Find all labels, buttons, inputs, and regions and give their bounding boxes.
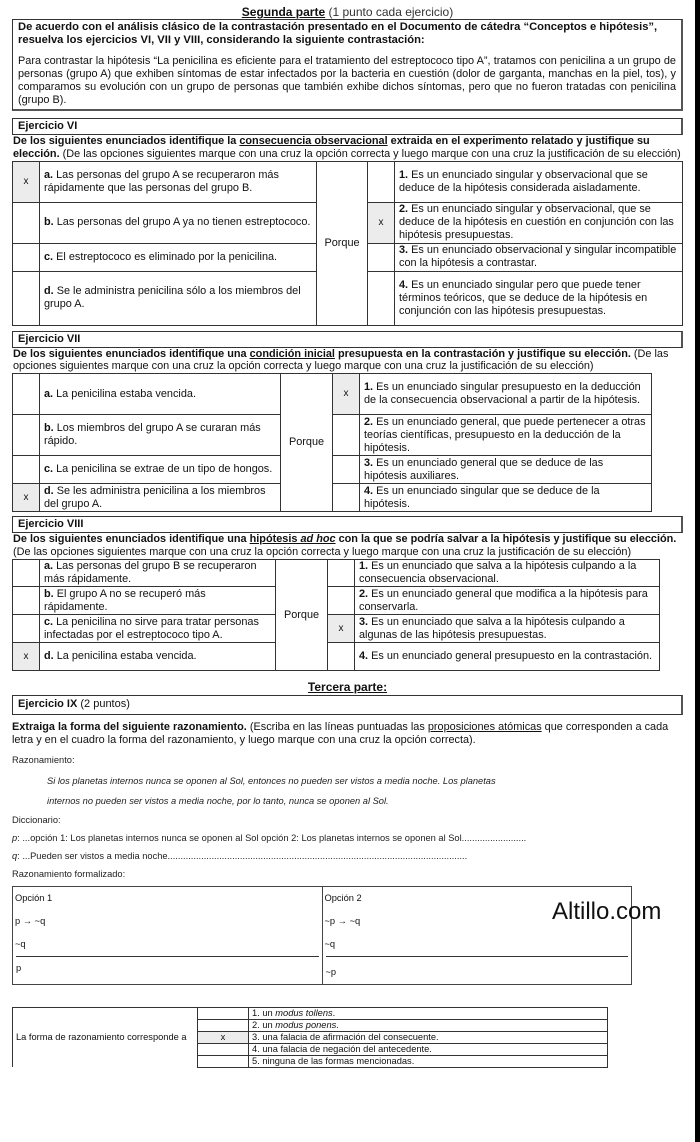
ix-desc-bold: Extraiga la forma del siguiente razonamiento. [12, 721, 247, 734]
ejercicio-description [12, 348, 683, 374]
premise: ~q [15, 938, 26, 949]
justification-num: 2. [364, 416, 374, 429]
desc-note: (De las opciones siguientes marque con una cruz la opción correcta y luego marque con una cruz la justificación de su elección) [59, 147, 681, 160]
justification-num: 2. [359, 587, 369, 600]
conclusion: ~p [326, 956, 629, 984]
option-checkbox[interactable] [13, 374, 40, 415]
option-cell [40, 615, 276, 643]
option-checkbox[interactable] [13, 415, 40, 456]
option-text: La penicilina estaba vencida. [53, 650, 197, 663]
justification-checkbox[interactable] [333, 456, 360, 484]
table-row [13, 615, 660, 643]
table-row [13, 415, 652, 456]
ejercicio-vi [12, 118, 683, 326]
justification-cell [360, 484, 652, 512]
option-cell [40, 202, 317, 243]
option-cell [40, 271, 317, 325]
table-row [13, 886, 632, 984]
justification-cell [355, 560, 660, 587]
option-cell [40, 415, 281, 456]
option-checkbox[interactable] [13, 456, 40, 484]
forma-post: . [332, 1007, 336, 1018]
forma-text: una falacia de afirmación del consecuente. [259, 1031, 439, 1042]
option-checkbox[interactable] [13, 587, 40, 615]
justification-text: Es un enunciado singular y observacional que se deduce de la hipótesis considerada aisladamente. [399, 168, 648, 194]
option-letter: b. [44, 422, 54, 435]
justification-num: 1. [359, 560, 369, 573]
option-cell [40, 243, 317, 271]
porque-label: Porque [317, 161, 368, 325]
justification-num: 1. [399, 168, 409, 181]
ejercicio-heading: Ejercicio VI [12, 118, 683, 135]
justification-text: Es un enunciado general que modifica a la hipótesis para conservarla. [359, 587, 648, 613]
option-checkbox[interactable]: x [13, 484, 40, 512]
tercera-parte-heading: Tercera parte: [307, 680, 388, 695]
forma-option [249, 1055, 608, 1067]
justification-cell [395, 271, 683, 325]
justification-num: 3. [364, 456, 374, 469]
table-row [13, 560, 660, 587]
forma-checkbox[interactable] [198, 1019, 249, 1031]
option-letter: b. [44, 587, 54, 600]
justification-checkbox[interactable] [368, 271, 395, 325]
opcion-1-cell [13, 886, 323, 984]
ejercicio-heading: Ejercicio VIII [12, 516, 683, 533]
option-text: Los miembros del grupo A se curaran más rápido. [44, 422, 261, 448]
option-text: El grupo A no se recuperó más rápidamente. [44, 587, 206, 613]
desc-note: (De las opciones siguientes marque con una cruz la opción correcta y luego marque con una cruz la justificación de su elección) [13, 546, 632, 559]
forma-checkbox[interactable]: x [198, 1031, 249, 1043]
forma-post: . [336, 1019, 339, 1030]
intro-instructions: De acuerdo con el análisis clásico de la contrastación presentado en el Documento de cátedra “Conceptos e hipótesis”, resuelva los ejercicios VI, VII y VIII, considerando la siguiente contrastación: [18, 21, 658, 47]
ix-title: Ejercicio IX [18, 698, 78, 711]
forma-italic: modus ponens [275, 1019, 337, 1030]
forma-option [249, 1019, 608, 1031]
option-letter: a. [44, 560, 54, 573]
justification-num: 1. [364, 381, 374, 394]
forma-checkbox[interactable] [198, 1055, 249, 1067]
justification-cell [360, 456, 652, 484]
table-row [13, 456, 652, 484]
forma-text: un [259, 1007, 276, 1018]
options-table [12, 559, 660, 671]
ejercicio-vii [12, 331, 683, 513]
segunda-parte-subtitle: (1 punto cada ejercicio) [325, 5, 454, 19]
premise: p → ~q [15, 915, 46, 926]
ejercicio-heading: Ejercicio VII [12, 331, 683, 348]
forma-table [12, 1007, 608, 1068]
justification-checkbox[interactable] [328, 560, 355, 587]
option-cell [40, 484, 281, 512]
option-checkbox[interactable] [13, 243, 40, 271]
dict-p[interactable] [12, 829, 683, 847]
premise: ~q [324, 938, 336, 949]
option-text: Las personas del grupo A ya no tienen estreptococo. [53, 216, 311, 229]
options-table [12, 373, 652, 512]
justification-text: Es un enunciado general, que puede pertenecer a otras teorías científicas, presupuesto en la deducción de la hipótesis. [364, 416, 646, 454]
forma-option [249, 1007, 608, 1019]
option-cell [40, 161, 317, 202]
ejercicio-viii [12, 516, 683, 671]
justification-text: Es un enunciado singular que se deduce de la hipótesis. [364, 484, 600, 510]
razonamiento-line: internos no pueden ser vistos a media noche, por lo tanto, nunca se oponen al Sol. [47, 795, 389, 806]
justification-checkbox[interactable] [328, 587, 355, 615]
option-letter: d. [44, 285, 54, 298]
intro-contrastacion: Para contrastar la hipótesis “La penicilina es eficiente para el tratamiento del estreptococo tipo A”, tratamos con penicilina a un grupo de personas (grupo A) que exhiben síntomas de estar infectados por la bacteria en cuestión (dolor de garganta, manchas en la piel, tos), y comparamos su evolución con un grupo de personas que también exhibe dichos síntomas, pero que no fueron tratadas con penicilina (grupo B). [18, 55, 676, 107]
desc-pre: De los siguientes enunciados identifique una [13, 347, 250, 360]
option-text: Las personas del grupo B se recuperaron más rápidamente. [44, 560, 257, 586]
segunda-parte-heading: Segunda parte [241, 5, 326, 19]
right-edge-bar [695, 0, 700, 1142]
forma-option [249, 1043, 608, 1055]
ix-description [12, 721, 683, 747]
forma-option [249, 1031, 608, 1043]
justification-checkbox[interactable] [333, 484, 360, 512]
option-text: La penicilina no sirve para tratar personas infectadas por el estreptococo tipo A. [44, 615, 259, 641]
justification-cell [360, 415, 652, 456]
justification-checkbox[interactable] [333, 415, 360, 456]
desc-note: (De las opciones siguientes marque con una cruz la opción correcta y luego marque con una cruz la justificación de su elección) [13, 347, 669, 373]
justification-text: Es un enunciado singular pero que puede tener términos teóricos, que se deduce de la hipótesis en conjunción con las hipótesis presupuestas. [399, 278, 648, 317]
justification-num: 4. [399, 278, 409, 291]
justification-text: Es un enunciado general presupuesto en la contrastación. [368, 650, 653, 663]
table-row [13, 1007, 608, 1019]
desc-key: hipótesis ad hoc [249, 533, 336, 546]
ejercicio-description [12, 135, 683, 161]
table-row [13, 643, 660, 671]
justification-checkbox[interactable] [368, 243, 395, 271]
justification-checkbox[interactable] [368, 161, 395, 202]
option-letter: c. [44, 250, 54, 263]
option-cell [40, 643, 276, 671]
desc-post: extraida en el experimento relatado y justifique su elección. [13, 134, 650, 160]
justification-num: 4. [359, 650, 369, 663]
forma-num: 1. [252, 1007, 260, 1018]
justification-checkbox[interactable]: x [333, 374, 360, 415]
opcion-title: Opción 2 [324, 892, 362, 903]
ejercicios-container [12, 118, 683, 671]
justification-text: Es un enunciado general que se deduce de las hipótesis auxiliares. [364, 456, 604, 482]
justification-text: Es un enunciado que salva a la hipótesis culpando a la consecuencia observacional. [359, 560, 637, 586]
forma-text: una falacia de negación del antecedente. [259, 1043, 432, 1054]
justification-cell [355, 615, 660, 643]
justification-cell [355, 587, 660, 615]
options-table [12, 161, 683, 326]
desc-pre: De los siguientes enunciados identifique la [13, 134, 240, 147]
forma-num: 3. [252, 1031, 260, 1042]
q-definition: : ...Pueden ser vistos a media noche.................................................................................................................... [17, 850, 468, 861]
option-letter: b. [44, 216, 54, 229]
option-letter: d. [44, 650, 54, 663]
conclusion: p [16, 956, 319, 980]
justification-text: Es un enunciado singular y observacional, que se deduce de la hipótesis en cuestión en conjunción con las hipótesis presupuestas. [399, 203, 674, 242]
section-title-segunda [12, 5, 683, 19]
razonamiento-label: Razonamiento: [12, 754, 75, 765]
ix-desc-pre: (Escriba en las líneas puntuadas las [246, 721, 428, 734]
desc-post: presupuesta en la contrastación y justifique su elección. [334, 347, 631, 360]
formalizado-label: Razonamiento formalizado: [12, 868, 126, 879]
justification-checkbox[interactable]: x [368, 202, 395, 243]
option-letter: a. [44, 387, 54, 400]
ix-points: (2 puntos) [77, 698, 130, 711]
justification-cell [355, 643, 660, 671]
forma-checkbox[interactable] [198, 1007, 249, 1019]
option-cell [40, 374, 281, 415]
ejercicio-ix-heading [12, 695, 683, 715]
porque-label: Porque [276, 560, 328, 671]
option-cell [40, 456, 281, 484]
desc-key: condición inicial [249, 347, 335, 360]
option-text: Se les administra penicilina a los miembros del grupo A. [44, 484, 266, 510]
table-row [13, 161, 683, 202]
option-letter: a. [44, 168, 54, 181]
diccionario [12, 811, 683, 883]
justification-checkbox[interactable]: x [328, 615, 355, 643]
forma-checkbox[interactable] [198, 1043, 249, 1055]
justification-cell [395, 202, 683, 243]
desc-pre: De los siguientes enunciados identifique una [13, 533, 250, 546]
premise: ~p → ~q [324, 915, 361, 926]
forma-num: 2. [252, 1019, 260, 1030]
option-text: La penicilina se extrae de un tipo de hongos. [53, 463, 273, 476]
razonamiento-text [47, 771, 683, 811]
dict-q[interactable] [12, 847, 552, 865]
option-checkbox[interactable]: x [13, 161, 40, 202]
justification-checkbox[interactable] [328, 643, 355, 671]
porque-label: Porque [281, 374, 333, 512]
option-text: El estreptococo es eliminado por la penicilina. [53, 250, 278, 263]
formalized-table [12, 886, 632, 985]
p-definition: : ...opción 1: Los planetas internos nunca se oponen al Sol opción 2: Los planetas internos se oponen al Sol......................... [17, 832, 527, 843]
ejercicio-description [12, 533, 683, 559]
justification-text: Es un enunciado observacional y singular incompatible con la hipótesis a contrastar. [399, 244, 677, 270]
option-letter: d. [44, 484, 54, 497]
ix-desc-post: que corresponden a cada letra y en el cuadro la forma del razonamiento, y luego marque con una cruz la opción correcta). [12, 721, 669, 746]
option-checkbox[interactable] [13, 615, 40, 643]
forma-text: ninguna de las formas mencionadas. [259, 1055, 415, 1066]
option-cell [40, 587, 276, 615]
forma-italic: modus tollens [275, 1007, 333, 1018]
ix-desc-key: proposiciones atómicas [427, 721, 542, 734]
option-checkbox[interactable] [13, 560, 40, 587]
justification-num: 4. [364, 484, 374, 497]
diccionario-label: Diccionario: [12, 814, 61, 825]
desc-key: consecuencia observacional [239, 134, 388, 147]
justification-num: 3. [359, 615, 369, 628]
justification-text: Es un enunciado que salva a la hipótesis culpando a algunas de las hipótesis presupuestas. [359, 615, 625, 641]
table-row [13, 587, 660, 615]
justification-text: Es un enunciado singular presupuesto en la deducción de la consecuencia observacional a partir de la hipótesis. [364, 381, 641, 407]
forma-num: 5. [252, 1055, 260, 1066]
razonamiento-line: Si los planetas internos nunca se oponen al Sol, entonces no pueden ser vistos a media noche. Los planetas [47, 775, 496, 786]
option-letter: c. [44, 615, 54, 628]
q-variable: q [12, 850, 18, 861]
justification-num: 2. [399, 203, 409, 216]
option-letter: c. [44, 463, 54, 476]
option-cell [40, 560, 276, 587]
forma-label: La forma de razonamiento corresponde a [13, 1007, 198, 1067]
p-variable: p [12, 832, 18, 843]
option-checkbox[interactable] [13, 271, 40, 325]
table-row [13, 484, 652, 512]
justification-cell [395, 161, 683, 202]
opcion-title: Opción 1 [15, 892, 53, 903]
altillo-watermark: Altillo.com [552, 898, 662, 925]
forma-text: un [259, 1019, 276, 1030]
table-row [13, 374, 652, 415]
option-text: Las personas del grupo A se recuperaron más rápidamente que las personas del grupo B. [44, 168, 279, 194]
option-checkbox[interactable]: x [13, 643, 40, 671]
justification-num: 3. [399, 244, 409, 257]
desc-key-italic: ad hoc [300, 533, 336, 546]
forma-num: 4. [252, 1043, 260, 1054]
intro-box [12, 19, 683, 111]
option-text: Se le administra penicilina sólo a los miembros del grupo A. [44, 285, 301, 311]
desc-post: con la que se podría salvar a la hipótesis y justifique su elección. [335, 533, 677, 546]
option-checkbox[interactable] [13, 202, 40, 243]
justification-cell [395, 243, 683, 271]
option-text: La penicilina estaba vencida. [53, 387, 196, 400]
justification-cell [360, 374, 652, 415]
